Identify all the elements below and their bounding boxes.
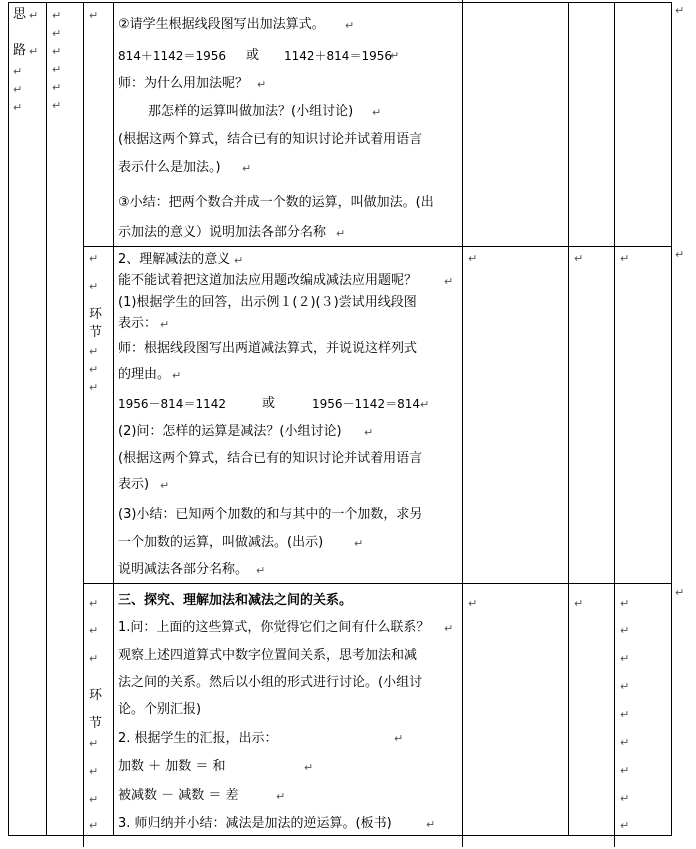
table-col-line-3 <box>113 2 114 835</box>
s2-formula-2: 1956－1142＝814 <box>312 397 420 411</box>
paragraph-mark: ↵ <box>468 597 478 610</box>
section2-label-huan: 环 <box>89 307 103 322</box>
paragraph-mark: ↵ <box>172 369 182 382</box>
crop-mark-right <box>614 835 615 847</box>
paragraph-mark: ↵ <box>574 252 584 265</box>
paragraph-mark: ↵ <box>420 398 430 411</box>
paragraph-mark: ↵ <box>620 597 630 610</box>
paragraph-mark: ↵ <box>52 9 62 22</box>
row-divider-1 <box>83 246 672 247</box>
s1-line-7: ③小结：把两个数合并成一个数的运算，叫做加法。(出 <box>118 195 434 210</box>
paragraph-mark: ↵ <box>89 765 99 778</box>
paragraph-mark: ↵ <box>345 19 355 32</box>
s2-line-2: 能不能试着把这道加法应用题改编成减法应用题呢？ <box>118 273 418 288</box>
paragraph-mark: ↵ <box>620 652 630 665</box>
table-border-bottom <box>8 835 672 836</box>
paragraph-mark: ↵ <box>89 9 99 22</box>
s3-formula-sub: 被减数 － 减数 ＝ 差 <box>118 788 239 803</box>
paragraph-mark: ↵ <box>52 81 62 94</box>
paragraph-mark: ↵ <box>304 761 314 774</box>
s1-line-5: (根据这两个算式，结合已有的知识讨论并试着用语言 <box>118 132 423 147</box>
row-divider-2 <box>83 583 672 584</box>
paragraph-mark: ↵ <box>675 248 685 261</box>
s3-line-4: 论。个别汇报) <box>118 702 202 717</box>
paragraph-mark: ↵ <box>52 45 62 58</box>
paragraph-mark: ↵ <box>620 680 630 693</box>
s3-formula-add: 加数 ＋ 加数 ＝ 和 <box>118 759 226 774</box>
table-col-line-4 <box>462 2 463 835</box>
table-col-line-1 <box>46 2 47 835</box>
s2-line-1: 2、理解减法的意义 <box>118 252 231 267</box>
paragraph-mark: ↵ <box>160 318 170 331</box>
sidebar-char-si: 思 <box>13 7 27 22</box>
paragraph-mark: ↵ <box>234 254 244 267</box>
paragraph-mark: ↵ <box>89 819 99 832</box>
table-border-right <box>671 2 672 835</box>
paragraph-mark: ↵ <box>242 162 252 175</box>
paragraph-mark: ↵ <box>354 537 364 550</box>
paragraph-mark: ↵ <box>29 9 39 22</box>
s3-heading: 三、探究、理解加法和减法之间的关系。 <box>118 593 353 608</box>
s2-line-5: 师：根据线段图写出两道减法算式，并说说这样列式 <box>118 341 418 356</box>
table-border-top <box>8 2 672 3</box>
paragraph-mark: ↵ <box>276 790 286 803</box>
paragraph-mark: ↵ <box>620 819 630 832</box>
s1-line-3: 师：为什么用加法呢？ <box>118 76 249 91</box>
paragraph-mark: ↵ <box>336 227 346 240</box>
paragraph-mark: ↵ <box>89 624 99 637</box>
s3-line-3: 法之间的关系。然后以小组的形式进行讨论。(小组讨 <box>118 675 423 690</box>
s2-line-10: (3)小结：已知两个加数的和与其中的一个加数，求另 <box>118 507 423 522</box>
paragraph-mark: ↵ <box>364 426 374 439</box>
paragraph-mark: ↵ <box>13 65 23 78</box>
crop-mark-mid <box>462 835 463 847</box>
paragraph-mark: ↵ <box>89 381 99 394</box>
paragraph-mark: ↵ <box>620 764 630 777</box>
paragraph-mark: ↵ <box>675 4 685 17</box>
s1-formula-1: 814＋1142＝1956 <box>118 49 226 63</box>
paragraph-mark: ↵ <box>89 345 99 358</box>
paragraph-mark: ↵ <box>256 564 266 577</box>
s1-formula-2: 1142＋814＝1956 <box>284 49 392 63</box>
paragraph-mark: ↵ <box>620 792 630 805</box>
crop-mark-top-left <box>462 0 463 4</box>
paragraph-mark: ↵ <box>29 45 39 58</box>
s3-line-6: 3. 师归纳并小结：减法是加法的逆运算。(板书) <box>118 816 392 831</box>
paragraph-mark: ↵ <box>89 363 99 376</box>
paragraph-mark: ↵ <box>257 78 267 91</box>
paragraph-mark: ↵ <box>394 732 404 745</box>
s1-or: 或 <box>246 48 260 63</box>
paragraph-mark: ↵ <box>620 624 630 637</box>
section3-label-huan: 环 <box>89 688 103 703</box>
paragraph-mark: ↵ <box>574 597 584 610</box>
paragraph-mark: ↵ <box>52 27 62 40</box>
s2-line-4: 表示： <box>118 316 158 331</box>
s1-line-1: ②请学生根据线段图写出加法算式。 <box>118 17 325 32</box>
paragraph-mark: ↵ <box>89 793 99 806</box>
sidebar-char-lu: 路 <box>13 43 27 58</box>
paragraph-mark: ↵ <box>372 106 382 119</box>
s2-line-7: (2)问：怎样的运算是减法？(小组讨论) <box>118 424 342 439</box>
paragraph-mark: ↵ <box>426 818 436 831</box>
s2-line-9: 表示) <box>118 477 150 492</box>
paragraph-mark: ↵ <box>89 597 99 610</box>
paragraph-mark: ↵ <box>620 252 630 265</box>
table-border-left <box>8 2 9 835</box>
paragraph-mark: ↵ <box>620 736 630 749</box>
s1-line-8: 示加法的意义）说明加法各部分名称 <box>118 225 327 240</box>
s2-or: 或 <box>262 396 276 411</box>
s2-line-3: (1)根据学生的回答，出示例１(２)(３)尝试用线段图 <box>118 295 417 310</box>
paragraph-mark: ↵ <box>89 252 99 265</box>
section2-label-jie: 节 <box>89 325 103 340</box>
s2-line-12: 说明减法各部分名称。 <box>118 562 249 577</box>
table-col-line-2 <box>83 2 84 835</box>
s3-line-2: 观察上述四道算式中数字位置间关系，思考加法和减 <box>118 648 418 663</box>
paragraph-mark: ↵ <box>160 479 170 492</box>
paragraph-mark: ↵ <box>13 83 23 96</box>
s1-line-4: 那怎样的运算叫做加法？(小组讨论) <box>148 104 354 119</box>
section3-label-jie: 节 <box>89 716 103 731</box>
paragraph-mark: ↵ <box>620 708 630 721</box>
table-col-line-6 <box>614 2 615 835</box>
s1-line-6: 表示什么是加法。) <box>118 160 221 175</box>
paragraph-mark: ↵ <box>52 63 62 76</box>
paragraph-mark: ↵ <box>89 652 99 665</box>
paragraph-mark: ↵ <box>89 737 99 750</box>
paragraph-mark: ↵ <box>675 586 685 599</box>
crop-mark-left <box>83 835 84 847</box>
s2-line-6: 的理由。 <box>118 367 171 382</box>
paragraph-mark: ↵ <box>444 275 454 288</box>
paragraph-mark: ↵ <box>390 49 400 62</box>
s3-line-1: 1.问：上面的这些算式，你觉得它们之间有什么联系？ <box>118 620 430 635</box>
paragraph-mark: ↵ <box>52 99 62 112</box>
table-col-line-5 <box>568 2 569 835</box>
s2-formula-1: 1956－814＝1142 <box>118 397 226 411</box>
paragraph-mark: ↵ <box>444 622 454 635</box>
s2-line-11: 一个加数的运算，叫做减法。(出示) <box>118 535 324 550</box>
s2-line-8: (根据这两个算式，结合已有的知识讨论并试着用语言 <box>118 451 423 466</box>
paragraph-mark: ↵ <box>13 101 23 114</box>
paragraph-mark: ↵ <box>468 252 478 265</box>
paragraph-mark: ↵ <box>89 280 99 293</box>
s3-line-5: 2. 根据学生的汇报，出示： <box>118 731 278 746</box>
